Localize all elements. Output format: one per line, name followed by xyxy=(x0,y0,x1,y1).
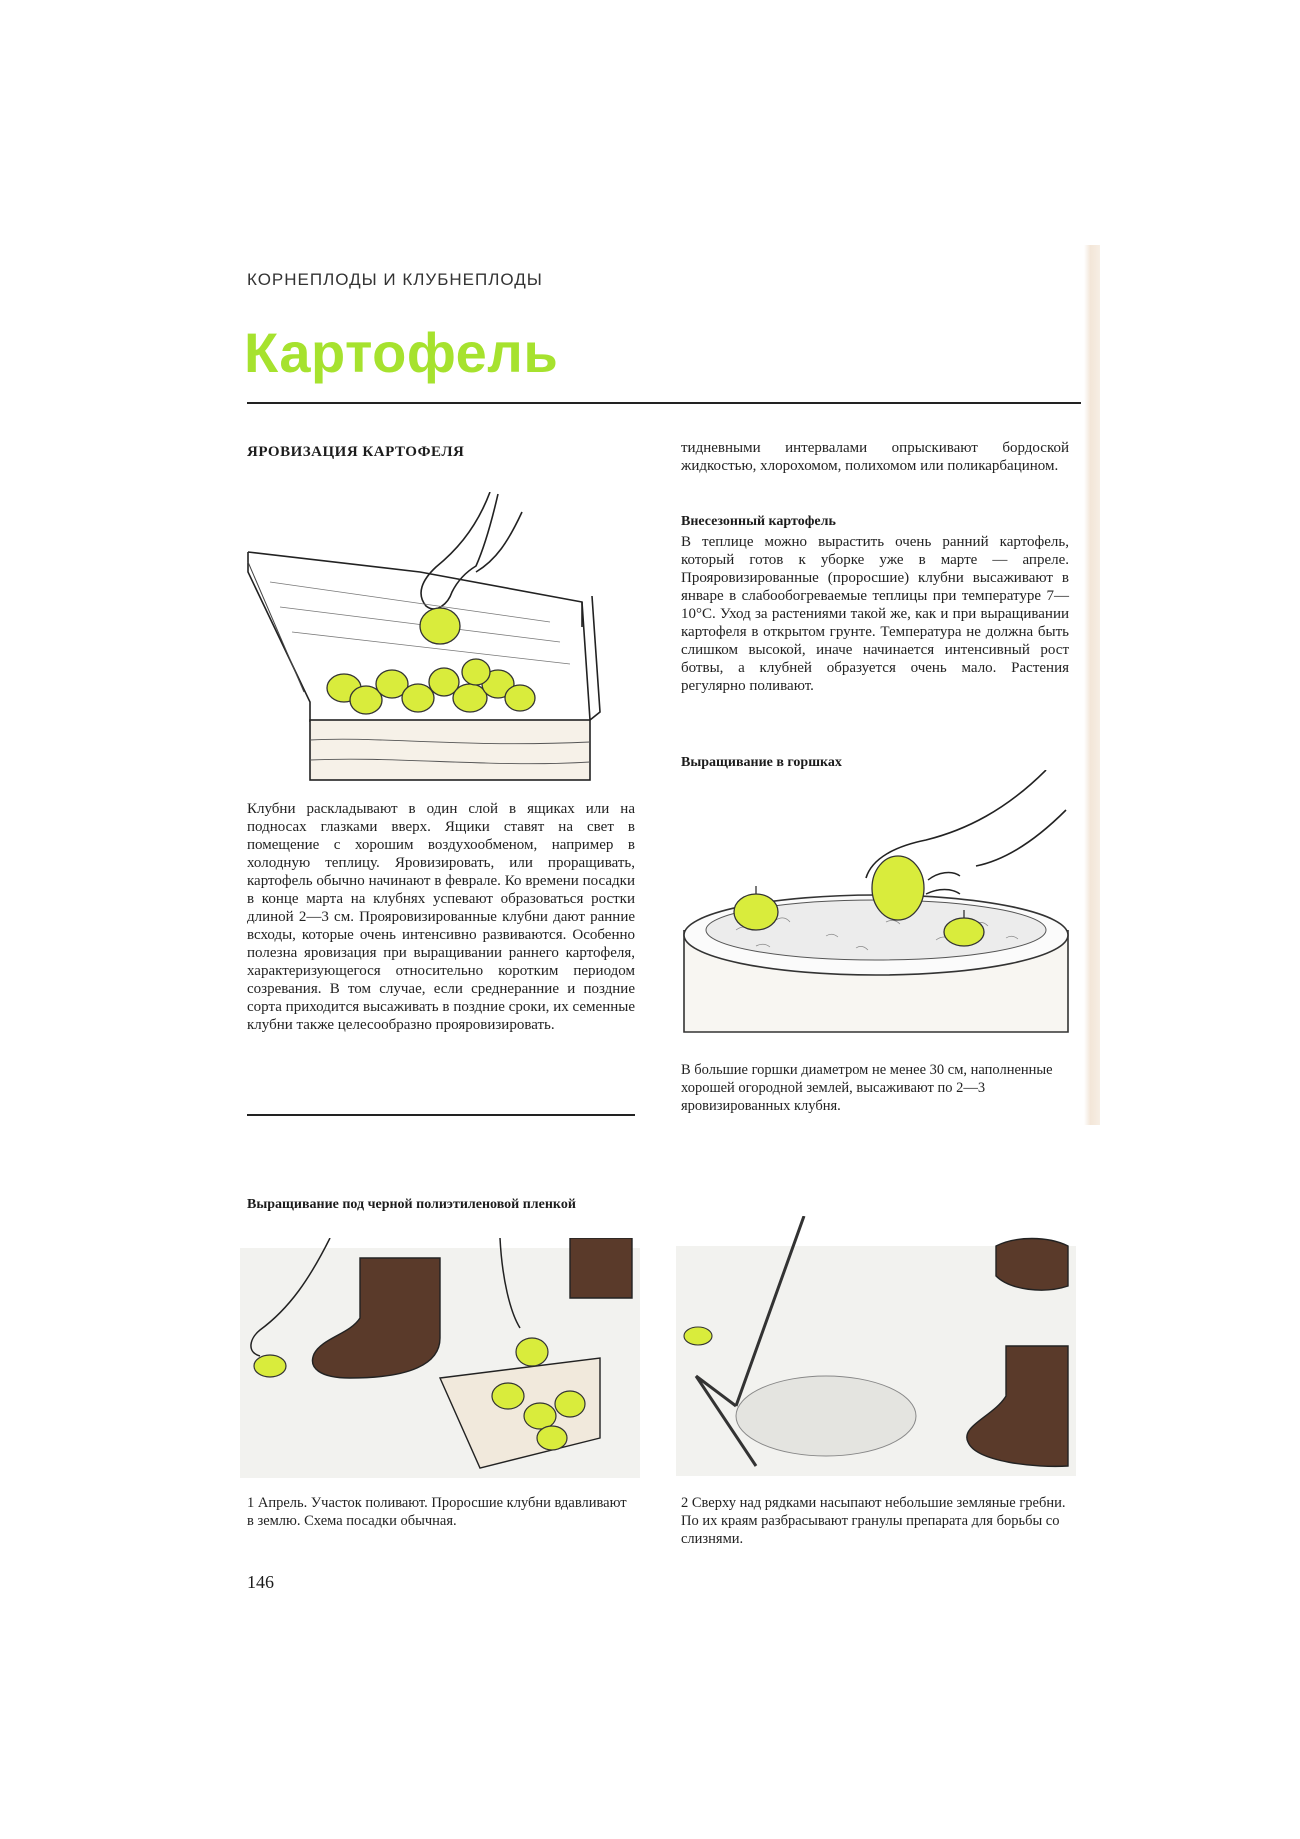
ridging-caption: 2 Сверху над рядками насыпают небольшие земляные гребни. По их краям разбрасывают гранулы препарата для борьбы со слизнями. xyxy=(681,1495,1066,1547)
vernalization-heading: ЯРОВИЗАЦИЯ КАРТОФЕЛЯ xyxy=(247,444,465,460)
vernalization-paragraph: Клубни раскладывают в один слой в ящиках или на подносах глазками вверх. Ящики ставят на свет в помещение с хорошим воздухообменом, например в холодную теплицу. Яровизировать, или проращивать, картофель обычно начинают в феврале. Ко времени посадки в конце марта на клубнях успевают образоваться ростки длиной 2—3 см. Прояровизированные клубни дают ранние всходы, которые очень интенсивно развиваются. Особенно полезна яровизация при выращивании раннего картофеля, характеризующегося относительно коротким периодом созревания. В том случае, если среднеранние и поздние сорта приходится высаживать в поздние сроки, их семенные клубни также целесообразно прояровизировать. xyxy=(247,801,635,1033)
offseason-heading: Внесезонный картофель xyxy=(681,514,836,529)
left-column-rule xyxy=(247,1114,635,1116)
planting-illustration xyxy=(240,1238,640,1478)
planting-caption: 1 Апрель. Участок поливают. Проросшие клубни вдавливают в землю. Схема посадки обычная. xyxy=(247,1495,627,1529)
title-rule xyxy=(247,402,1081,404)
intro-paragraph: тидневными интервалами опрыскивают бордоской жидкостью, хлорохомом, полихомом или поликарбацином. xyxy=(681,440,1069,474)
offseason-paragraph: В теплице можно вырастить очень ранний картофель, который готов к уборке уже в марте — апреле. Прояровизированные (проросшие) клубни высаживают в январе в слабообогреваемые теплицы при температуре 7—10°С. Уход за растениями такой же, как и при выращивании картофеля в открытом грунте. Температура не должна быть слишком высокой, иначе начинается интенсивный рост ботвы, а клубней образуется очень мало. Растения регулярно поливают. xyxy=(681,534,1069,694)
crate-illustration xyxy=(240,492,650,792)
pots-heading: Выращивание в горшках xyxy=(681,755,842,770)
pots-caption: В большие горшки диаметром не менее 30 см, наполненные хорошей огородной землей, высаживают по 2—3 яровизированных клубня. xyxy=(681,1062,1053,1114)
page-edge-shadow xyxy=(1084,245,1100,1125)
film-heading: Выращивание под черной полиэтиленовой пленкой xyxy=(247,1197,576,1212)
page-title: Картофель xyxy=(244,321,559,384)
section-label: КОРНЕПЛОДЫ И КЛУБНЕПЛОДЫ xyxy=(247,270,543,289)
pot-illustration xyxy=(676,770,1076,1040)
ridging-illustration xyxy=(676,1216,1076,1476)
page-number: 146 xyxy=(247,1572,274,1592)
